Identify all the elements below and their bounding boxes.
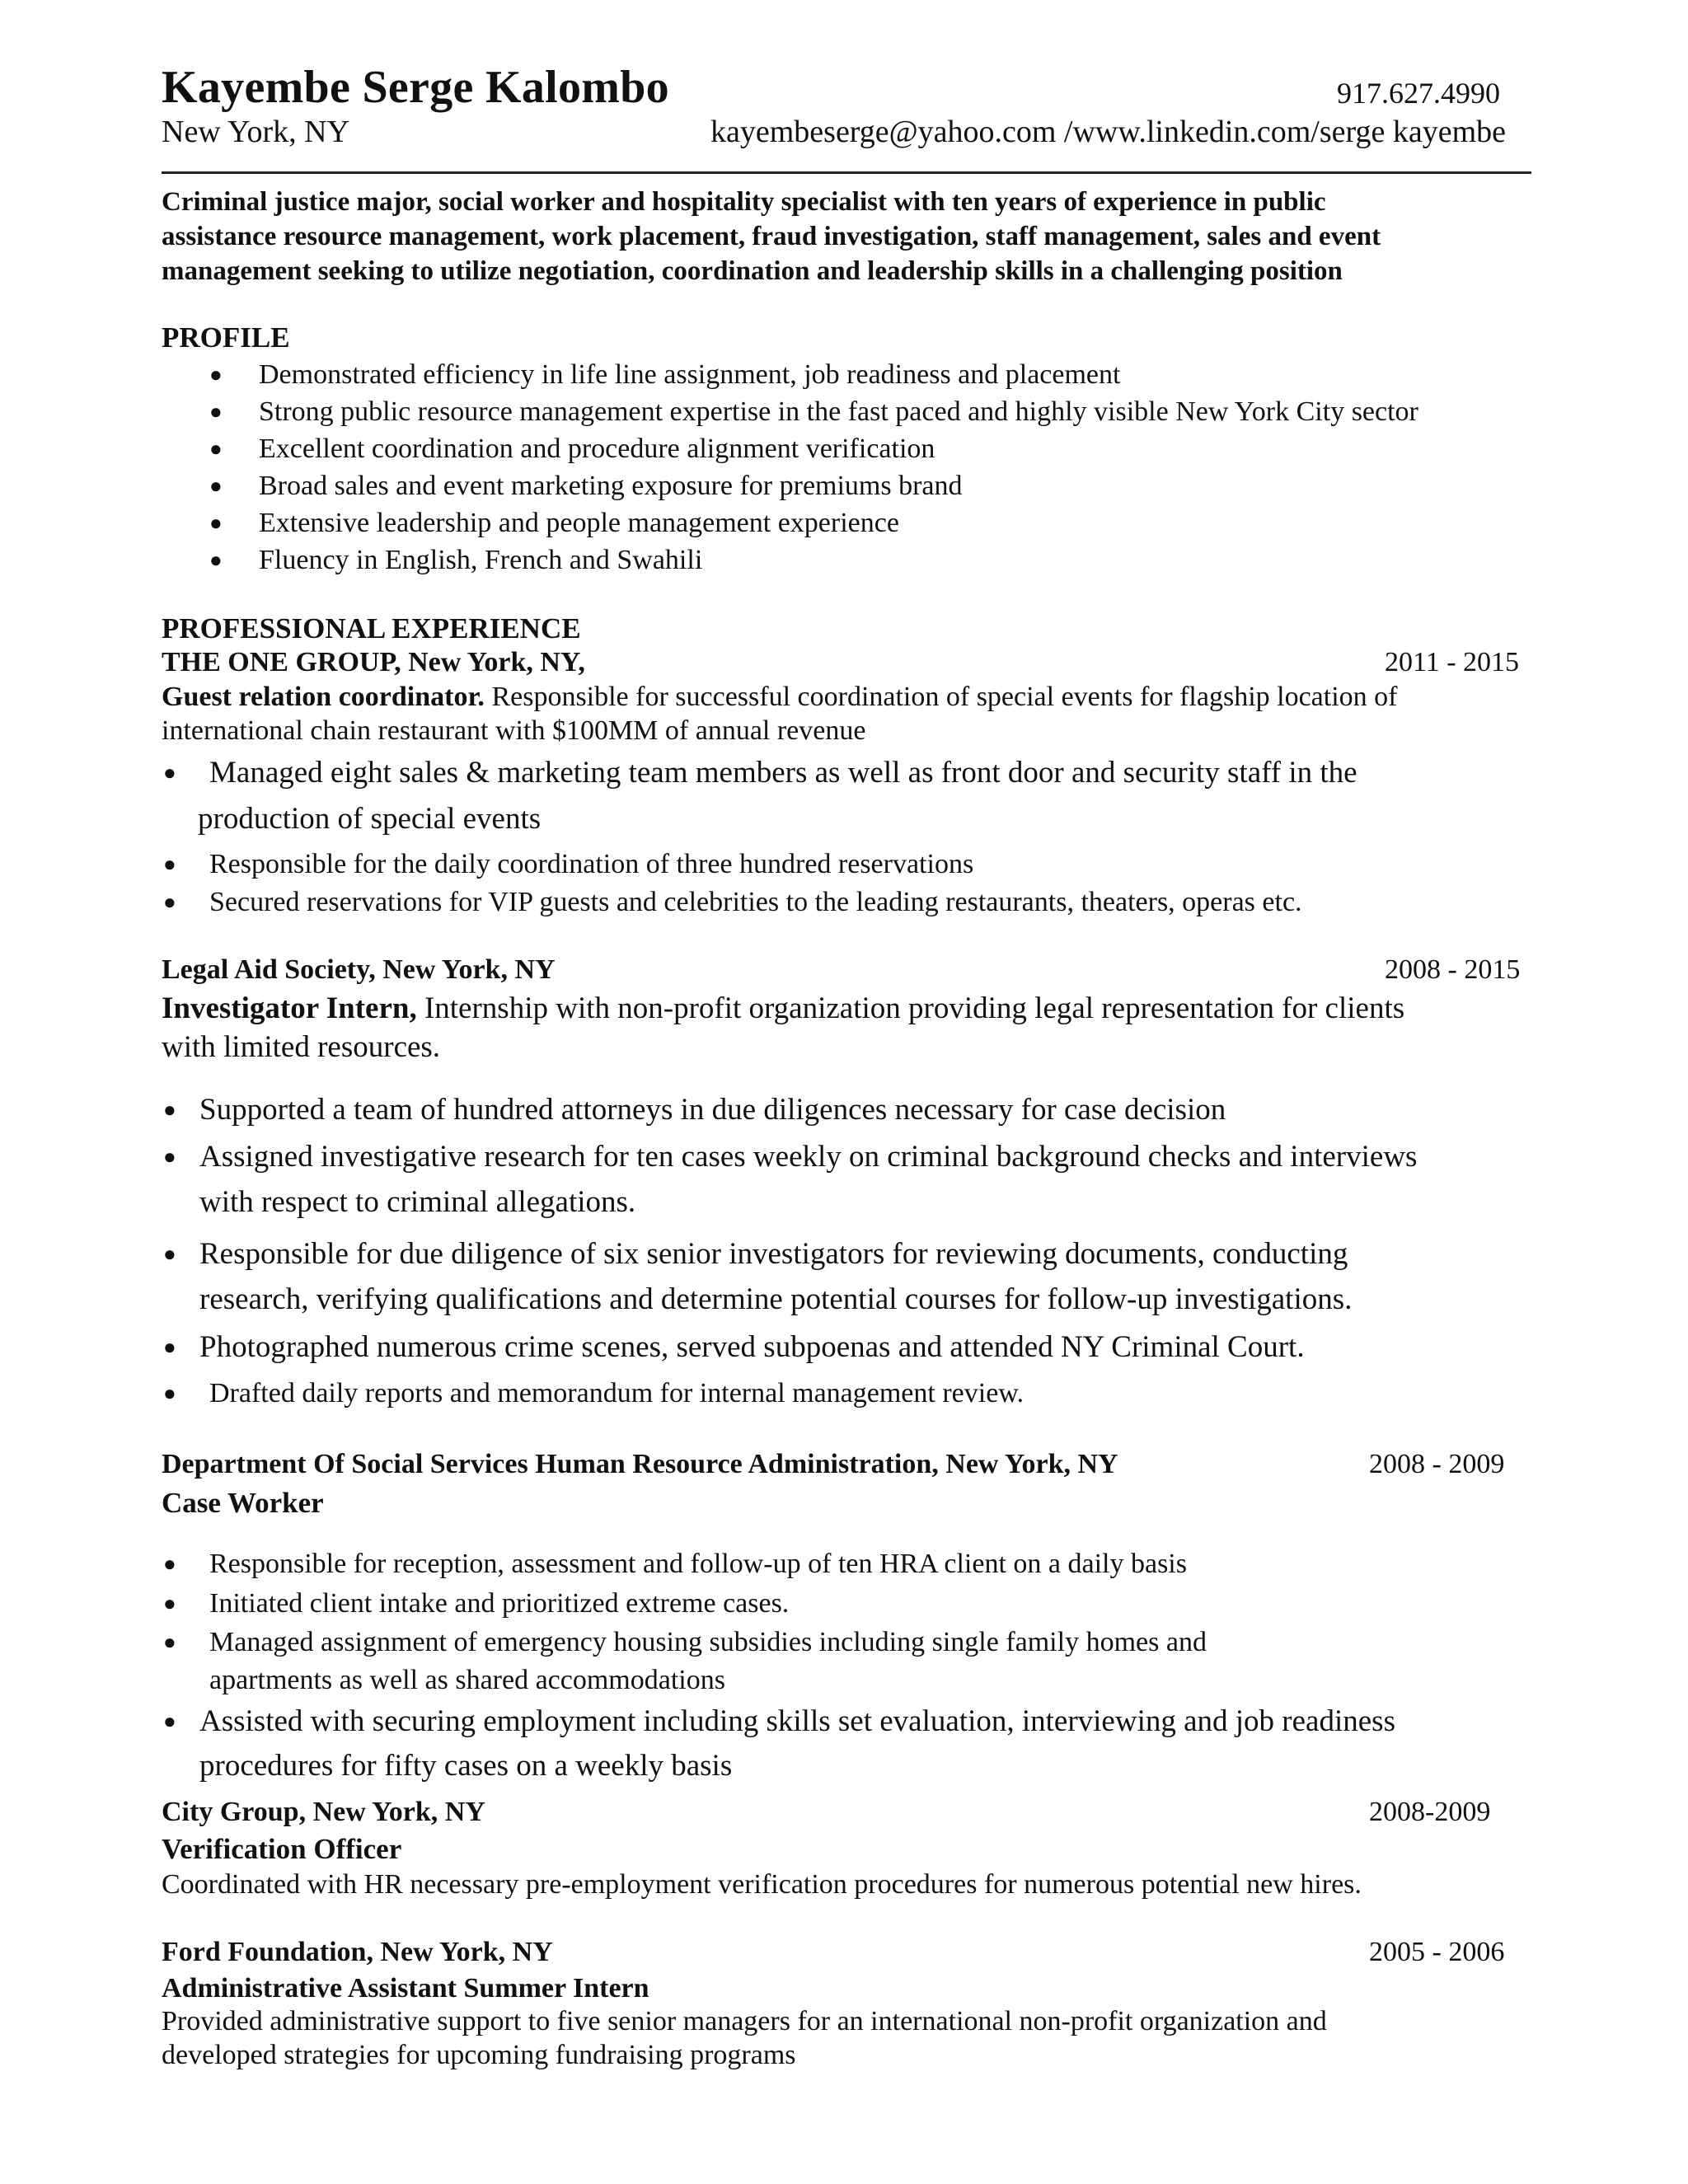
list-item: ● Excellent coordination and procedure alignment verification [162,430,1530,467]
bullet-icon: ● [209,511,223,535]
list-item: ● Managed eight sales & marketing team members as well as front door and security staff in the production of special events [162,750,1530,842]
list-item: ● Secured reservations for VIP guests and celebrities to the leading restaurants, theaters, operas etc. [162,883,1530,921]
profile-heading: PROFILE [162,321,290,354]
employer-name: Department Of Social Services Human Resource Administration, New York, NY [162,1449,1118,1479]
header-divider [162,171,1531,174]
bullet-icon: ● [209,363,223,387]
job-role: Investigator Intern, [162,991,417,1025]
list-item: ● Responsible for due diligence of six senior investigators for reviewing documents, conducting research, verifying qualifications and determine potential courses for follow-up investigations. [162,1231,1530,1322]
bullet-icon: ● [163,1552,176,1576]
job-description: Guest relation coordinator. Responsible for successful coordination of special events for flagship location of international chain restaurant with $100MM of annual revenue [162,682,1398,746]
candidate-name: Kayembe Serge Kalombo [162,62,669,113]
list-item: ● Broad sales and event marketing exposure for premiums brand [162,467,1530,504]
employment-dates: 2008 - 2015 [1385,954,1521,985]
experience-heading: PROFESSIONAL EXPERIENCE [162,612,581,644]
bullet-icon: ● [163,890,176,914]
profile-list [162,356,1530,579]
bullet-icon: ● [163,1381,176,1405]
job-role: Administrative Assistant Summer Intern [162,1973,649,2004]
bullet-icon: ● [163,1145,176,1169]
job-role: Guest relation coordinator. [162,682,485,712]
summary-line: Criminal justice major, social worker and hospitality specialist with ten years of experience in public [162,187,1326,217]
employer-name: City Group, New York, NY [162,1797,485,1827]
summary-line: management seeking to utilize negotiation, coordination and leadership skills in a challenging position [162,256,1343,286]
contact-links: kayembeserge@yahoo.com /www.linkedin.com/serge kayembe [710,115,1507,149]
list-item: ● Responsible for the daily coordination of three hundred reservations [162,846,1530,883]
bullet-icon: ● [163,1098,176,1122]
employer-name: Legal Aid Society, New York, NY [162,954,556,985]
list-item: ● Supported a team of hundred attorneys in due diligences necessary for case decision [162,1086,1530,1134]
job-bullets [162,750,1530,921]
job-description: Investigator Intern, Internship with non-profit organization providing legal representation for clients with limited resources. [162,991,1405,1064]
bullet-icon: ● [209,548,223,572]
bullet-icon: ● [209,400,223,424]
employer-name: Ford Foundation, New York, NY [162,1937,553,1967]
list-item: ● Strong public resource management expertise in the fast paced and highly visible New York City sector [162,393,1530,430]
bullet-icon: ● [163,1242,176,1266]
list-item: ● Fluency in English, French and Swahili [162,541,1530,579]
bullet-icon: ● [209,437,223,461]
bullet-icon: ● [163,1591,176,1615]
location: New York, NY [162,115,350,149]
bullet-icon: ● [163,1335,176,1359]
job-role: Case Worker [162,1487,324,1519]
list-item: ● Assigned investigative research for ten cases weekly on criminal background checks and interviews with respect to criminal allegations. [162,1134,1530,1225]
bullet-icon: ● [163,852,176,876]
job-role: Verification Officer [162,1833,402,1865]
list-item: ● Drafted daily reports and memorandum for internal management review. [162,1371,1530,1416]
bullet-icon: ● [163,761,176,785]
phone-number: 917.627.4990 [1337,77,1500,110]
employment-dates: 2008 - 2009 [1369,1449,1505,1479]
job-bullets [162,1544,1530,1788]
employment-dates: 2011 - 2015 [1385,647,1520,677]
bullet-icon: ● [163,1709,176,1733]
list-item: ● Extensive leadership and people management experience [162,504,1530,541]
employer-name: THE ONE GROUP, New York, NY, [162,647,585,677]
employment-dates: 2008-2009 [1369,1797,1491,1827]
bullet-icon: ● [163,1630,176,1654]
bullet-icon: ● [209,474,223,498]
list-item: ● Photographed numerous crime scenes, served subpoenas and attended NY Criminal Court. [162,1324,1530,1371]
employment-dates: 2005 - 2006 [1369,1937,1505,1967]
list-item: ● Managed assignment of emergency housing subsidies including single family homes and apartments as well as shared accommodations [162,1624,1530,1699]
job-description: Provided administrative support to five senior managers for an international non-profit organization and developed strategies for upcoming fundraising programs [162,2006,1327,2070]
list-item: ● Responsible for reception, assessment and follow-up of ten HRA client on a daily basis [162,1544,1530,1584]
list-item: ● Assisted with securing employment including skills set evaluation, interviewing and job readiness procedures for fifty cases on a weekly basis [162,1699,1530,1788]
list-item: ● Demonstrated efficiency in life line assignment, job readiness and placement [162,356,1530,393]
job-bullets [162,1086,1530,1416]
summary-line: assistance resource management, work placement, fraud investigation, staff management, sales and event [162,222,1381,251]
list-item: ● Initiated client intake and prioritized extreme cases. [162,1584,1530,1624]
summary [162,185,1513,288]
job-description: Coordinated with HR necessary pre-employment verification procedures for numerous potential new hires. [162,1869,1362,1900]
